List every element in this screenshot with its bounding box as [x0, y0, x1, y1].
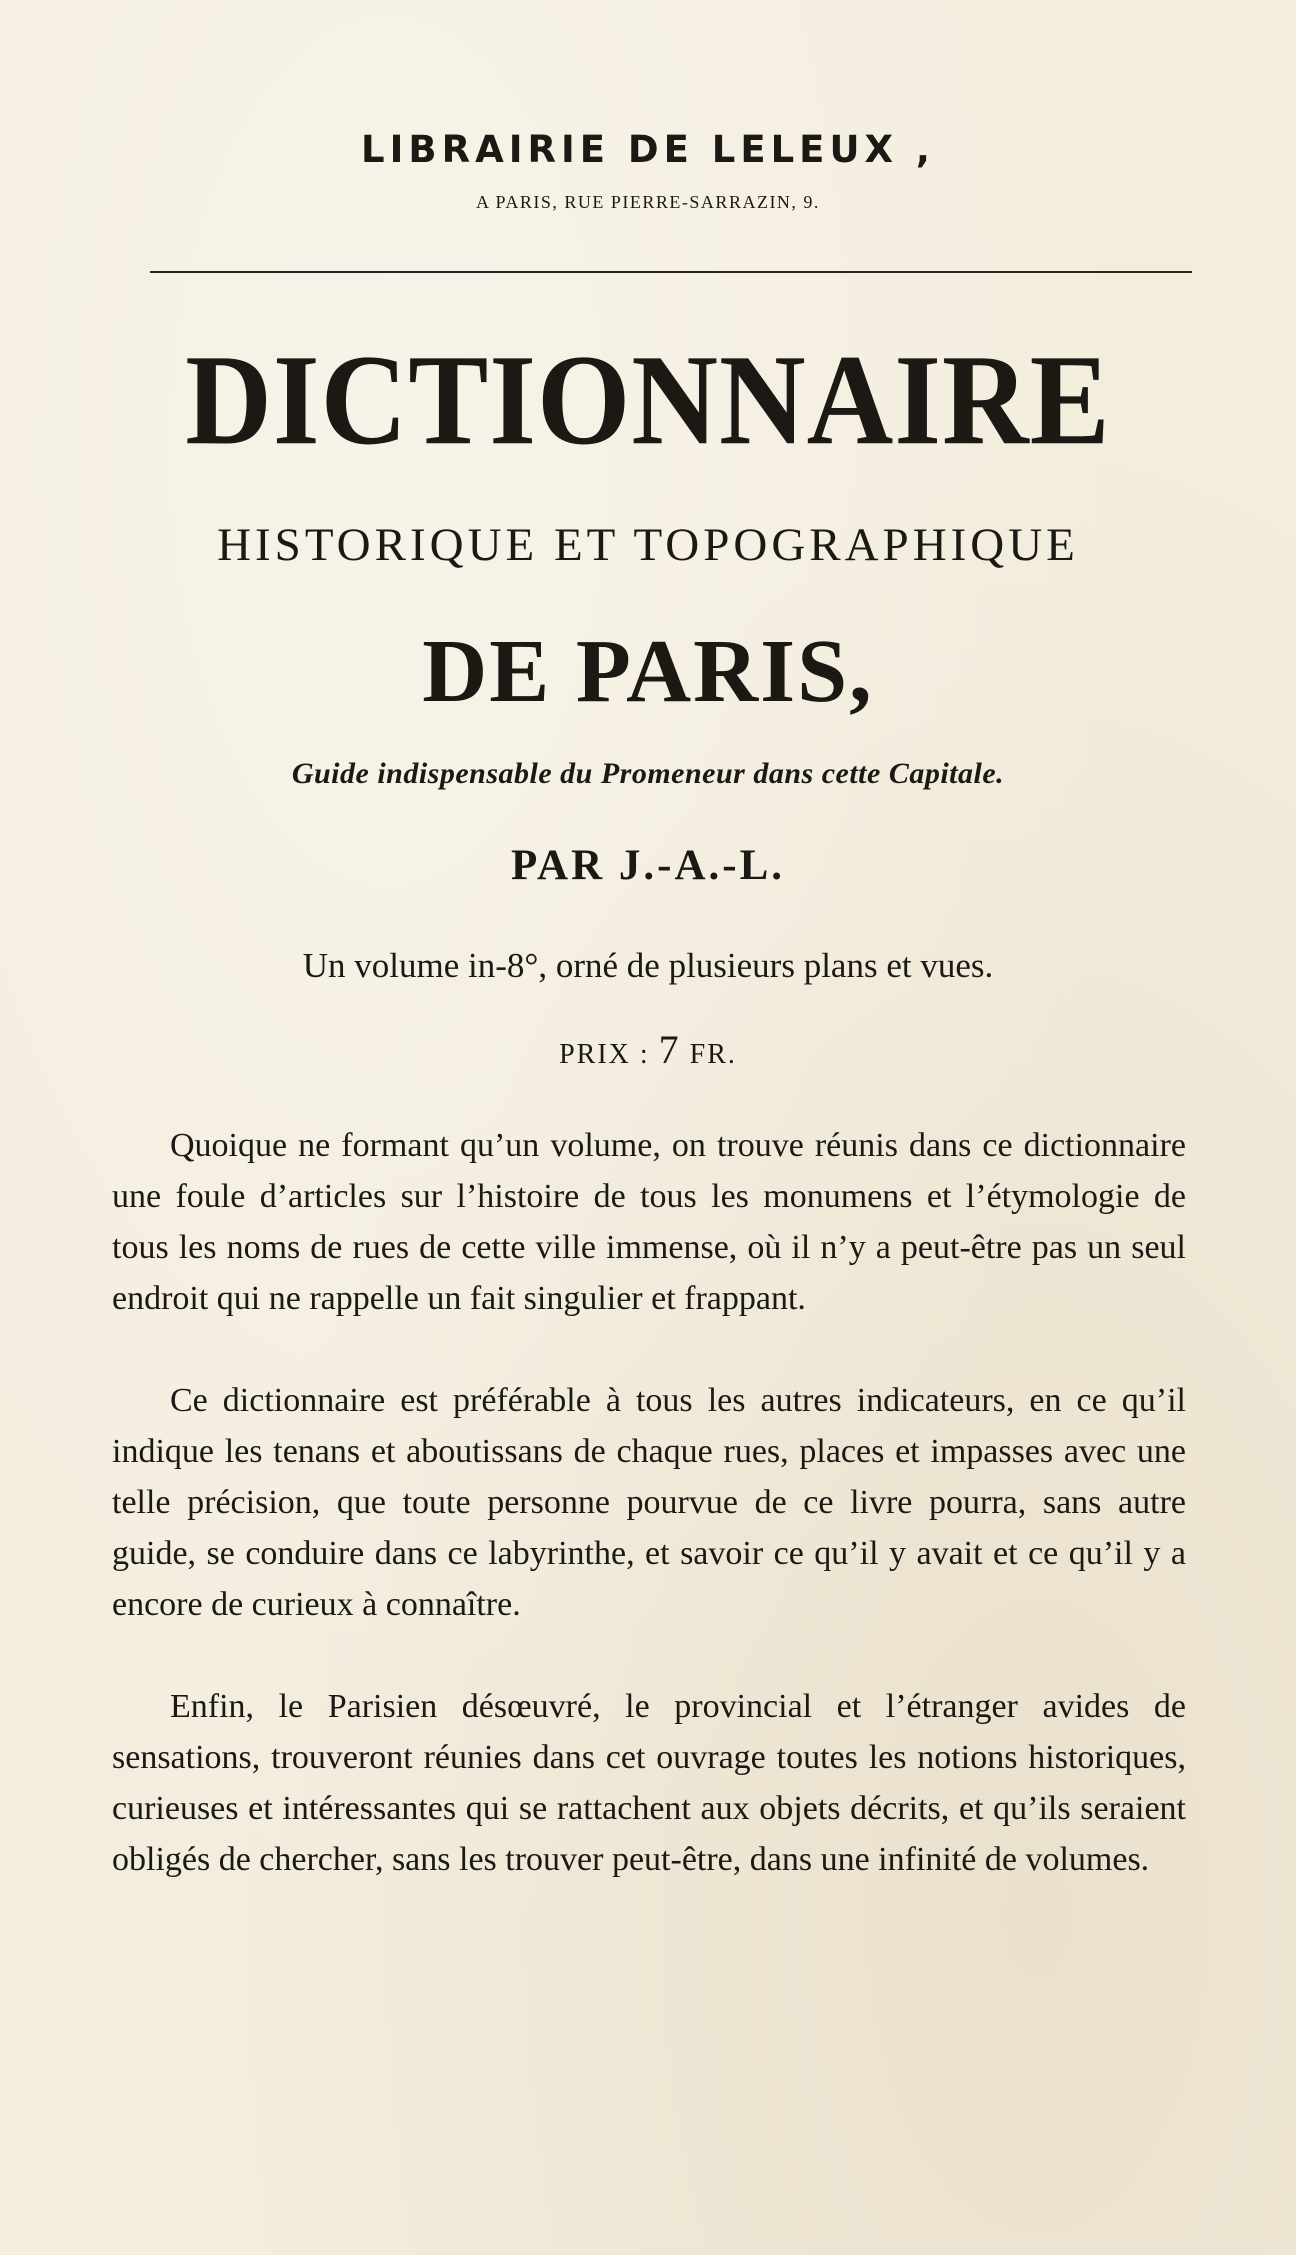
- description-paragraph-3: [112, 1681, 1186, 1885]
- guide-line: Guide indispensable du Promeneur dans cette Capitale.: [291, 757, 1005, 790]
- paragraph-text: Ce dictionnaire est préférable à tous les autres indicateurs, en ce qu’il indique les tenans et aboutissans de chaque rues, places et impasses avec une telle précision, que toute personne pourvue de ce livre pourra, sans autre guide, se conduire dans ce labyrinthe, et savoir ce qu’il y avait et ce qu’il y a encore de curieux à connaître.: [112, 1382, 1186, 1623]
- header-rule: [150, 271, 1192, 273]
- publisher-address: A PARIS, RUE PIERRE-SARRAZIN, 9.: [476, 192, 820, 212]
- city-title: DE PARIS,: [422, 622, 874, 721]
- volume-info: Un volume in-8°, orné de plusieurs plans et vues.: [302, 946, 994, 985]
- price-currency: FR.: [689, 1039, 737, 1070]
- subtitle: HISTORIQUE ET TOPOGRAPHIQUE: [217, 519, 1079, 571]
- description-paragraph-2: [112, 1375, 1186, 1630]
- paragraph-text: Enfin, le Parisien désœuvré, le provincial et l’étranger avides de sensations, trouveront réunies dans cet ouvrage toutes les notions historiques, curieuses et intéressantes qui se rattachent aux objets décrits, et qu’ils seraient obligés de chercher, sans les trouver peut-être, dans une infinité de volumes.: [112, 1688, 1186, 1878]
- main-title: DICTIONNAIRE: [185, 327, 1111, 472]
- paragraph-text: Quoique ne formant qu’un volume, on trouve réunis dans ce dictionnaire une foule d’articles sur l’histoire de tous les monumens et l’étymologie de tous les noms de rues de cette ville immense, où il n’y a peut-être pas un seul endroit qui ne rappelle un fait singulier et frappant.: [112, 1127, 1186, 1317]
- publisher-name: LIBRAIRIE DE LELEUX ,: [361, 128, 935, 171]
- price-amount: 7: [658, 1027, 681, 1072]
- author-line: PAR J.-A.-L.: [510, 842, 786, 889]
- price-line: [0, 1026, 1296, 1073]
- description-paragraph-1: [112, 1120, 1186, 1324]
- price-label: PRIX :: [559, 1039, 650, 1070]
